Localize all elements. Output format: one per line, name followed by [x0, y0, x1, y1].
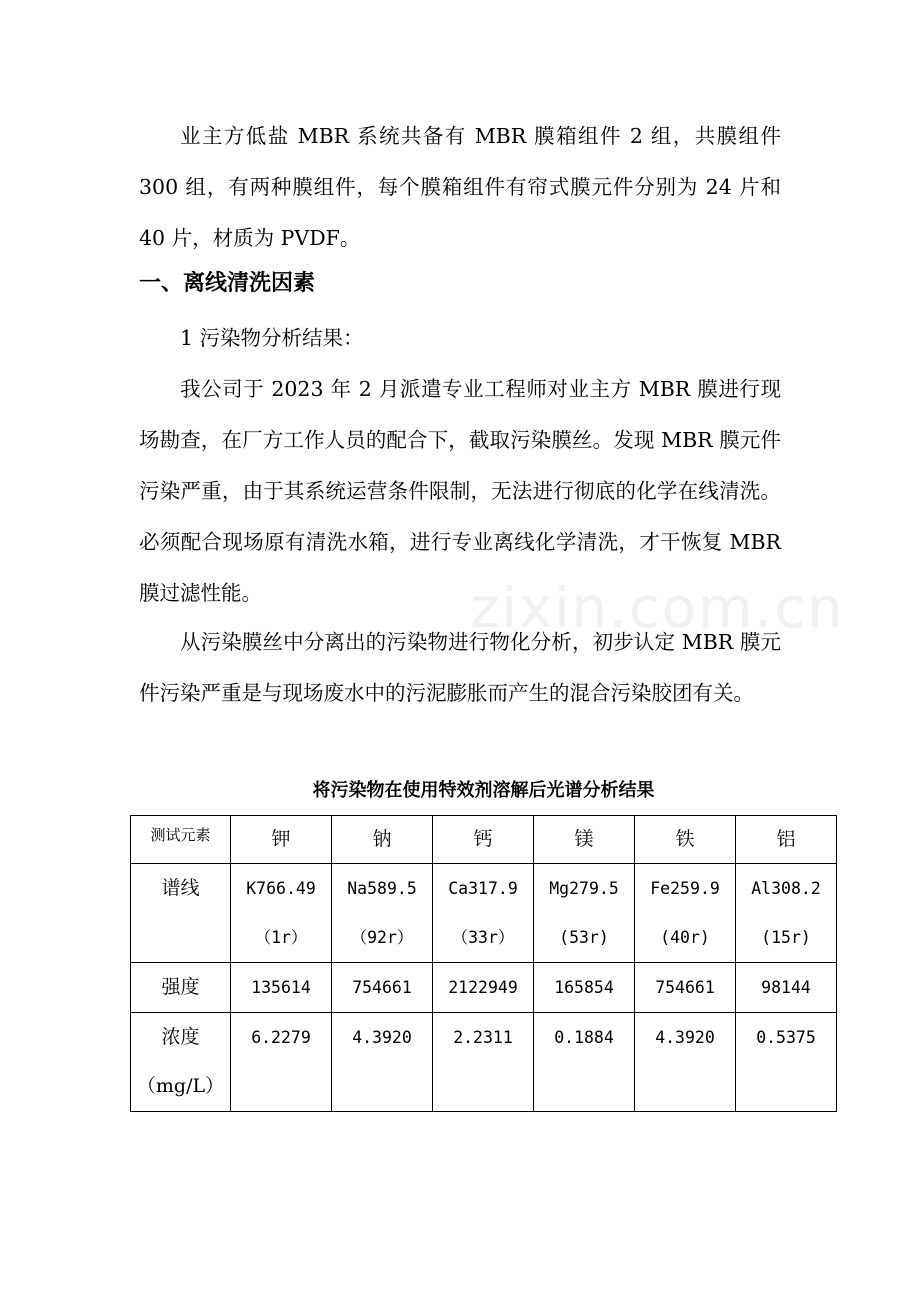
header-corner: 测试元素 [131, 816, 231, 864]
table-cell: 754661 [635, 963, 736, 1013]
watermark: zixin.com.cn [470, 576, 845, 641]
table-cell: 4.3920 [332, 1013, 433, 1112]
row-label: 谱线 [131, 864, 231, 963]
section-heading: 一、离线清洗因素 [139, 271, 316, 296]
spectrum-analysis-table [130, 815, 837, 1112]
table-cell: K766.49 （1r） [231, 864, 332, 963]
table-cell: Na589.5 （92r） [332, 864, 433, 963]
table-cell: 2.2311 [433, 1013, 534, 1112]
table-cell: Fe259.9 (40r) [635, 864, 736, 963]
header-element: 铝 [736, 816, 837, 864]
header-element: 镁 [534, 816, 635, 864]
table-caption: 将污染物在使用特效剂溶解后光谱分析结果 [312, 780, 655, 801]
table-cell: 4.3920 [635, 1013, 736, 1112]
header-element: 钠 [332, 816, 433, 864]
table-row-intensity [131, 963, 837, 1013]
table-cell: 0.1884 [534, 1013, 635, 1112]
paragraph-subheading: 1 污染物分析结果： [180, 326, 364, 350]
table-row-concentration [131, 1013, 837, 1112]
paragraph-site-survey: 我公司于 2023 年 2 月派遣专业工程师对业主方 MBR 膜进行现场勘查，在厂方工作人员的配合下，截取污染膜丝。发现 MBR 膜元件污染严重，由于其系统运营条件限制，无法进行彻底的化学在线清洗。必须配合现场原有清洗水箱，进行专业离线化学清洗，才干恢复 MBR 膜过滤性能。 [139, 377, 781, 605]
table-cell: 2122949 [433, 963, 534, 1013]
table-row-spectrum [131, 864, 837, 963]
paragraph-analysis: 从污染膜丝中分离出的污染物进行物化分析，初步认定 MBR 膜元件污染严重是与现场废水中的污泥膨胀而产生的混合污染胶团有关。 [139, 630, 781, 705]
row-label: 浓度 （mg/L） [131, 1013, 231, 1112]
row-label: 强度 [131, 963, 231, 1013]
header-element: 钾 [231, 816, 332, 864]
table-cell: 135614 [231, 963, 332, 1013]
header-element: 铁 [635, 816, 736, 864]
table-cell: Ca317.9 （33r） [433, 864, 534, 963]
paragraph-membrane-system: 业主方低盐 MBR 系统共备有 MBR 膜箱组件 2 组，共膜组件 300 组，有两种膜组件，每个膜箱组件有帘式膜元件分别为 24 片和 40 片，材质为 PVDF。 [139, 124, 781, 250]
table-cell: 0.5375 [736, 1013, 837, 1112]
table-cell: 6.2279 [231, 1013, 332, 1112]
table-cell: Al308.2 (15r) [736, 864, 837, 963]
header-element: 钙 [433, 816, 534, 864]
table-header-row [131, 816, 837, 864]
table-cell: 98144 [736, 963, 837, 1013]
table-cell: 754661 [332, 963, 433, 1013]
table-cell: 165854 [534, 963, 635, 1013]
table-cell: Mg279.5 (53r) [534, 864, 635, 963]
